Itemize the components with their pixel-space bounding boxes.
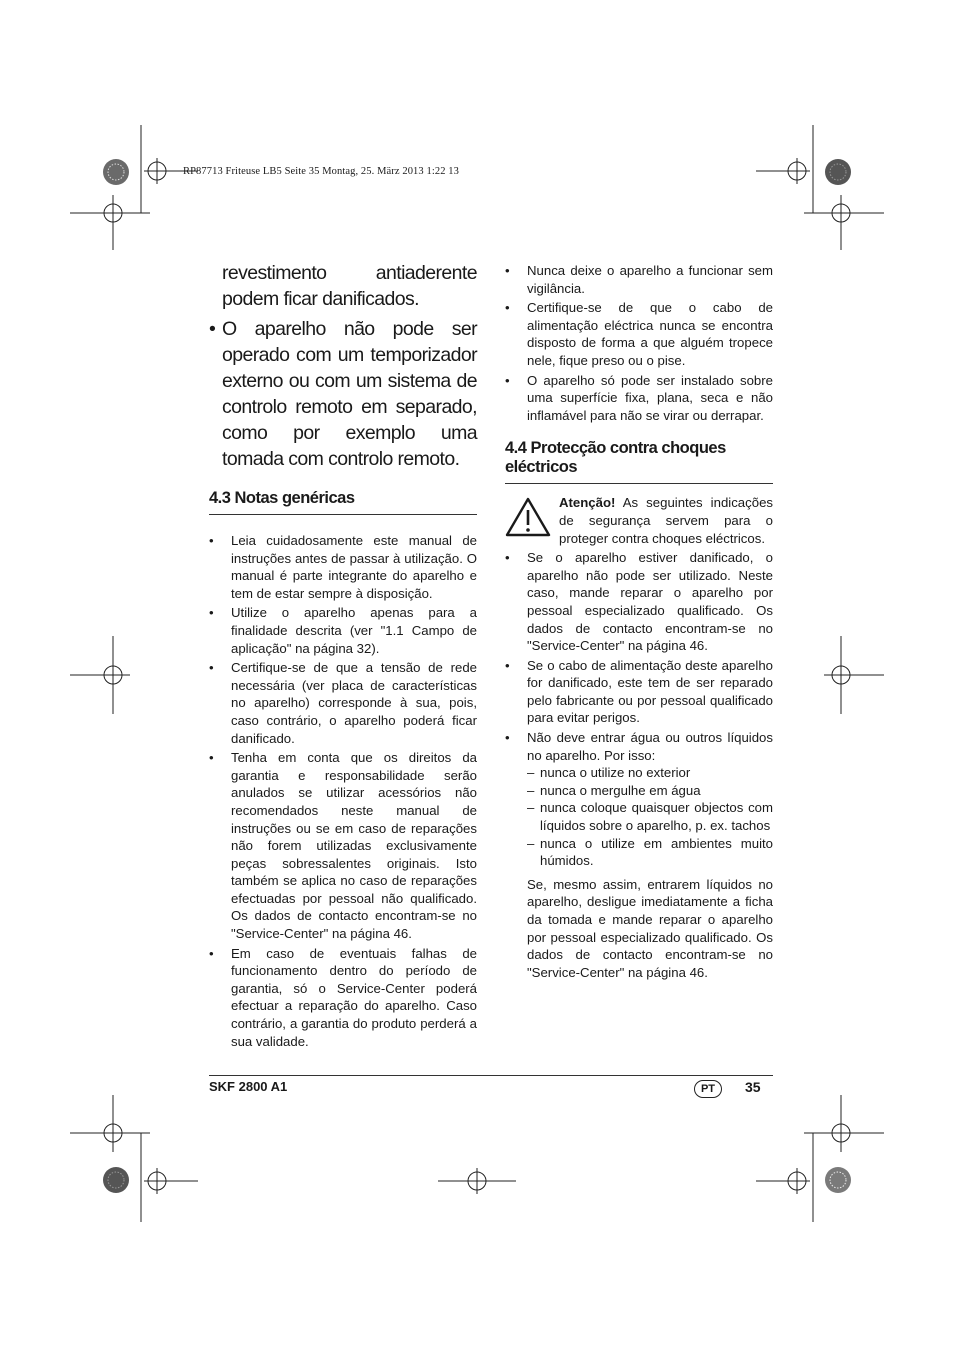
footer-divider	[209, 1075, 773, 1076]
list-item: • Leia cuidadosamente este manual de instruções antes de passar à utilização. O manual é parte integrante do aparelho e tem de estar sempre à disposição.	[209, 532, 477, 602]
bullet-icon: •	[209, 318, 216, 340]
dash-item: – nunca coloque quaisquer objectos com líquidos sobre o aparelho, p. ex. tachos	[527, 799, 773, 834]
intro-bullet-text: O aparelho não pode ser operado com um temporizador externo ou com um sistema de controlo remoto em separado, como por exemplo uma tomada com controlo remoto.	[222, 318, 477, 470]
intro-block	[209, 260, 477, 472]
electric-shock-list	[505, 549, 773, 870]
warning-note	[505, 494, 773, 547]
list-item: • Nunca deixe o aparelho a funcionar sem vigilância.	[505, 262, 773, 297]
list-item: • Certifique-se de que o cabo de alimentação eléctrica nunca se encontra disposto de forma a que alguém tropece nele, fique preso ou o pise.	[505, 299, 773, 369]
section-title-4-4: 4.4 Protecção contra choques eléctricos	[505, 439, 773, 484]
list-item: • O aparelho só pode ser instalado sobre uma superfície fixa, plana, seca e não inflamável para não se virar ou derrapar.	[505, 372, 773, 425]
after-paragraph: Se, mesmo assim, entrarem líquidos no aparelho, desligue imediatamente a ficha da tomada e mande reparar o aparelho por pessoal especializado qualificado. Os dados de contacto encontram-se no "Service-Center" na página 46.	[527, 876, 773, 980]
footer-model: SKF 2800 A1	[209, 1079, 288, 1094]
page-number: 35	[745, 1079, 761, 1095]
dash-item: – nunca o mergulhe em água	[527, 782, 773, 800]
intro-bullet	[209, 316, 477, 472]
list-item-water	[505, 729, 773, 870]
section-title-4-3: 4.3 Notas genéricas	[209, 489, 477, 515]
print-header: RP87713 Friteuse LB5 Seite 35 Montag, 25. März 2013 1:22 13	[183, 166, 459, 177]
warning-label: Atenção!	[559, 495, 616, 511]
dash-list	[527, 764, 773, 870]
left-column	[209, 260, 477, 1052]
intro-continuation: revestimento antiaderente podem ficar danificados.	[222, 262, 477, 310]
general-notes-list	[209, 532, 477, 1050]
warning-triangle-icon	[505, 497, 551, 537]
list-item: • Tenha em conta que os direitos da garantia e responsabilidade serão anulados se utilizar acessórios não recomendados neste manual de instruções ou se em caso de reparações não forem utilizadas exclusivamente peças sobressalentes originais. Isto também se aplica no caso de reparações efectuadas por pessoal não qualificado. Os dados de contacto encontram-se no "Service-Center" na página 46.	[209, 749, 477, 943]
warning-text: As seguintes indicações de segurança servem para o proteger contra choques eléctricos.	[559, 495, 773, 546]
safety-list-top	[505, 262, 773, 424]
list-item: • Se o cabo de alimentação deste aparelho for danificado, este tem de ser reparado pelo fabricante ou por pessoal qualificado para evitar perigos.	[505, 657, 773, 727]
list-item: • Em caso de eventuais falhas de funcionamento dentro do período de garantia, só o Service-Center poderá efectuar a reparação do aparelho. Caso contrário, a garantia do produto perderá a sua validade.	[209, 945, 477, 1051]
water-item-text: Não deve entrar água ou outros líquidos no aparelho. Por isso:	[527, 730, 773, 763]
language-badge: PT	[694, 1080, 722, 1098]
list-item: • Se o aparelho estiver danificado, o aparelho não pode ser utilizado. Neste caso, mande reparar o aparelho por pessoal especializado qualificado. Os dados de contacto encontram-se no "Service-Center" na página 46.	[505, 549, 773, 655]
list-item: • Utilize o aparelho apenas para a finalidade descrita (ver "1.1 Campo de aplicação" na página 32).	[209, 604, 477, 657]
dash-item: – nunca o utilize em ambientes muito húmidos.	[527, 835, 773, 870]
list-item: • Certifique-se de que a tensão de rede necessária (ver placa de características no aparelho) corresponde à sua, pois, caso contrário, o aparelho poderá ficar danificado.	[209, 659, 477, 747]
dash-item: – nunca o utilize no exterior	[527, 764, 773, 782]
right-column	[505, 262, 773, 995]
